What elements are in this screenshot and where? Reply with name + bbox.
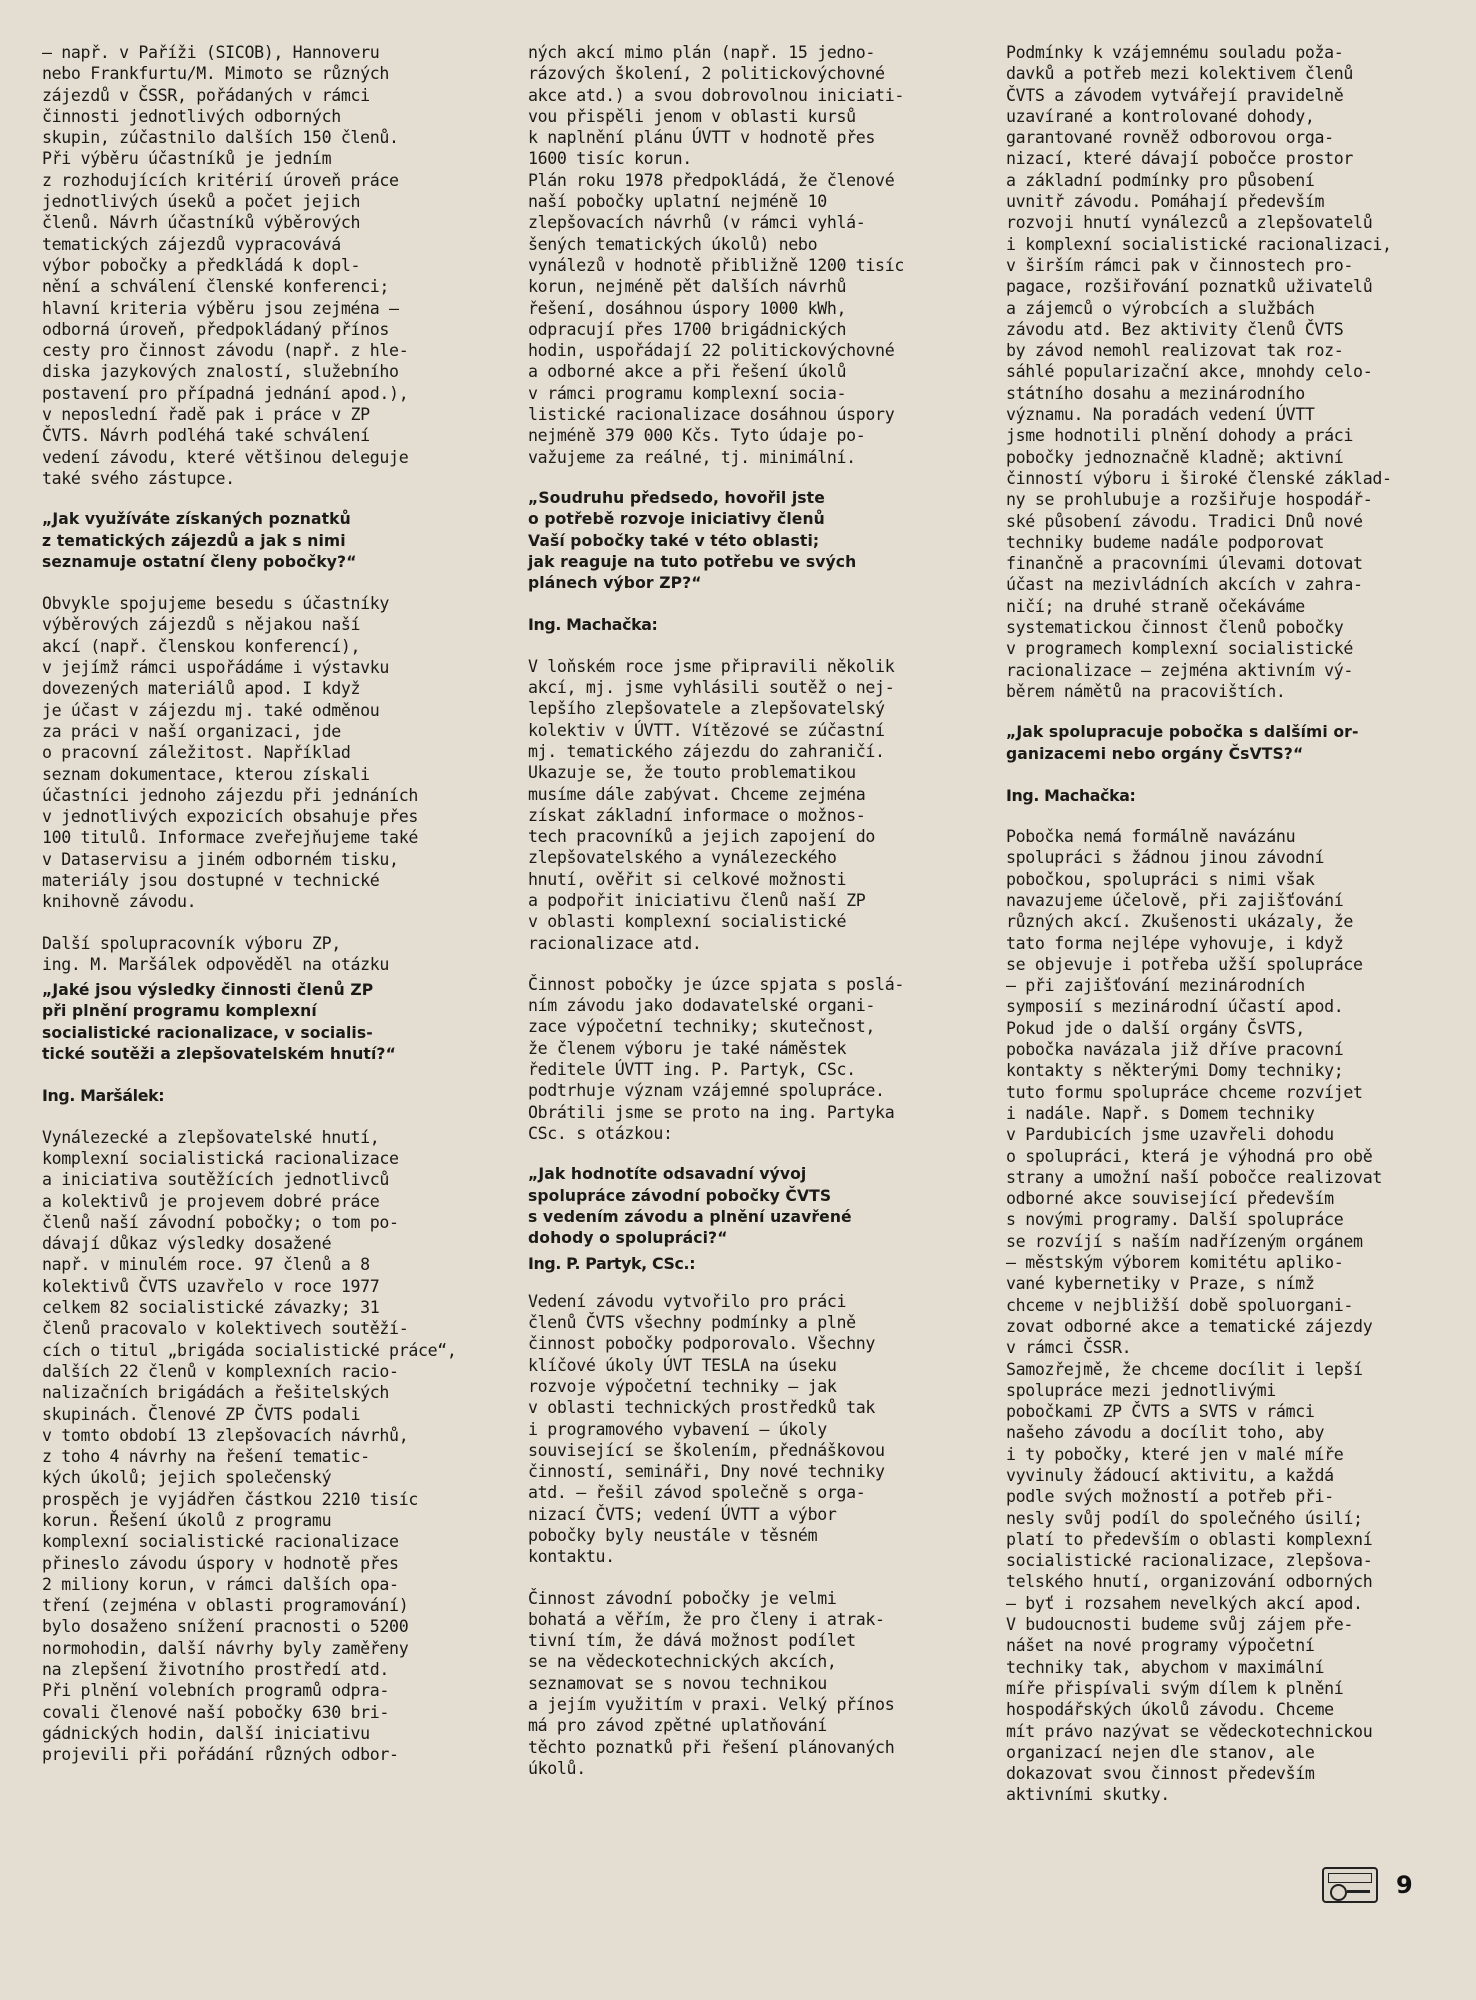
text-column-2 (528, 42, 958, 1799)
paragraph: Obvykle spojujeme besedu s účastníky výběrových zájezdů s nějakou naší akcí (např. členskou konferencí), v jejímž rámci uspořádáme i výstavku dovezených materiálů apod. I když je účast v zájezdu mj. také odměnou za práci v naší organizaci, jde o pracovní záležitost. Například seznam dokumentace, kterou získali účastníci jednoho zájezdu při jednáních v jednotlivých expozicích obsahuje přes 100 titulů. Informace zveřejňujeme také v Dataservisu a jiném odborném tisku, materiály jsou dostupné v technické knihovně závodu. (42, 594, 418, 912)
interview-question: „Jak hodnotíte odsavadní vývoj spolupráce závodní pobočky ČVTS s vedením závodu a plnění uzavřené dohody o spolupráci?“ (528, 1165, 852, 1248)
paragraph: Vynálezecké a zlepšovatelské hnutí, komplexní socialistická racionalizace a iniciativa soutěžících jednotlivců a kolektivů je projevem dobré práce členů naší závodní pobočky; o tom po- dávají důkaz výsledky dosažené např. v minulém roce. 97 členů a 8 kolektivů ČVTS uzavřelo v roce 1977 celkem 82 socialistické závazky; 31 členů pracovalo v kolektivech soutěží- cích o titul „brigáda socialistické práce“, dalších 22 členů v komplexních racio- nalizačních brigádách a řešitelských skupinách. Členové ZP ČVTS podali v tomto období 13 zlepšovacích návrhů, z toho 4 návrhy na řešení tematic- kých úkolů; jejich společenský prospěch je vyjádřen částkou 2210 tisíc korun. Řešení úkolů z programu komplexní socialistické racionalizace přineslo závodu úspory v hodnotě přes 2 miliony korun, v rámci dalších opa- tření (zejména v oblasti programování) bylo dosaženo snížení pracnosti o 5200 normohodin, další návrhy byly zaměřeny na zlepšení životního prostředí atd. Při plnění volebních programů odpra- covali členové naší pobočky 630 bri- gádnických hodin, další iniciativu projevili při pořádání různých odbor- (42, 1127, 457, 1765)
interview-question: „Soudruhu předsedo, hovořil jste o potřebě rozvoje iniciativy členů Vaší pobočky také v této oblasti; jak reaguje na tuto potřebu ve svých plánech výbor ZP?“ (528, 488, 857, 593)
speaker-name: Ing. P. Partyk, CSc.: (528, 1254, 696, 1274)
paragraph: Činnost pobočky je úzce spjata s poslá- ním závodu jako dodavatelské organi- zace výpočetní techniky; skutečnost, že členem výboru je také náměstek ředitele ÚVTT ing. P. Partyk, CSc. podtrhuje význam vzájemné spolupráce. Obrátili jsme se proto na ing. Partyka CSc. s otázkou: (528, 974, 904, 1143)
paragraph: ných akcí mimo plán (např. 15 jedno- rázových školení, 2 politickovýchovné akce atd.) a svou dobrovolnou iniciati- vou přispěli jenom v oblasti kursů k naplnění plánu ÚVTT v hodnotě přes 1600 tisíc korun. Plán roku 1978 předpokládá, že členové naší pobočky uplatní nejméně 10 zlepšovacích návrhů (v rámci vyhlá- šených tematických úkolů) nebo vynálezů v hodnotě přibližně 1200 tisíc korun, nejméně pět dalších návrhů řešení, dosáhnou úspory 1000 kWh, odpracují přes 1700 brigádnických hodin, uspořádají 22 politickovýchovné a odborné akce a při řešení úkolů v rámci programu komplexní socia- listické racionalizace dosáhnou úspory nejméně 379 000 Kčs. Tyto údaje po- važujeme za reálné, tj. minimální. (528, 43, 904, 467)
uvtt-tesla-logo-icon (1322, 1867, 1378, 1903)
paragraph: Vedení závodu vytvořilo pro práci členů ČVTS všechny podmínky a plně činnost pobočky podporovalo. Všechny klíčové úkoly ÚVT TESLA na úseku rozvoje výpočetní techniky — jak v oblasti technických prostředků tak i programového vybavení — úkoly související se školením, přednáškovou činností, semináři, Dny nové techniky atd. — řešil závod společně s orga- nizací ČVTS; vedení ÚVTT a výbor pobočky byly neustále v těsném kontaktu. (528, 1291, 885, 1567)
text-column-3 (1006, 42, 1436, 1826)
paragraph: — např. v Paříži (SICOB), Hannoveru nebo Frankfurtu/M. Mimoto se různých zájezdů v ČSSR, pořádaných v rámci činnosti jednotlivých odborných skupin, zúčastnilo dalších 150 členů. Při výběru účastníků je jedním z rozhodujících kritérií úroveň práce jednotlivých úseků a počet jejich členů. Návrh účastníků výběrových tematických zájezdů vypracovává výbor pobočky a předkládá k dopl- nění a schválení členské konferenci; hlavní kriteria výběru jsou zejména — odborná úroveň, předpokládaný přínos cesty pro činnost závodu (např. z hle- diska jazykových znalostí, služebního postavení pro případná jednání apod.), v neposlední řadě pak i práce v ZP ČVTS. Návrh podléhá také schválení vedení závodu, které většinou deleguje také svého zástupce. (42, 43, 409, 488)
paragraph: Pobočka nemá formálně navázánu spolupráci s žádnou jinou závodní pobočkou, spolupráci s nimi však navazujeme účelově, při zajišťování různých akcí. Zkušenosti ukázaly, že tato forma nejlépe vyhovuje, i když se objevuje i potřeba užší spolupráce — při zajišťování mezinárodních symposií s mezinárodní účastí apod. Pokud jde o další orgány ČsVTS, pobočka navázala již dříve pracovní kontakty s některými Domy techniky; tuto formu spolupráce chceme rozvíjet i nadále. Např. s Domem techniky v Pardubicích jsme uzavřeli dohodu o spolupráci, která je výhodná pro obě strany a umožní naší pobočce realizovat odborné akce související především s novými programy. Další spolupráce se rozvíjí s naším nadřízeným orgánem — městským výborem komitétu apliko- vané kybernetiky v Praze, s nímž chceme v nejbližší době spoluorgani- zovat odborné akce a tematické zájezdy v rámci ČSSR. Samozřejmě, že chceme docílit i lepší spolupráce mezi jednotlivými pobočkami ZP ČVTS a SVTS v rámci našeho závodu a docílit toho, aby i ty pobočky, které jen v malé míře vyvinuly žádoucí aktivitu, a každá podle svých možností a potřeb při- nesly svůj podíl do společného úsilí; platí to především o oblasti komplexní socialistické racionalizace, zlepšova- telského hnutí, organizování odborných — byť i rozsahem nevelkých akcí apod. V budoucnosti budeme svůj zájem pře- nášet na nové programy výpočetní techniky tak, abychom v maximální míře přispívali svým dílem k plnění hospodářských úkolů závodu. Chceme mít právo nazývat se vědeckotechnickou organizací nejen dle stanov, ale dokazovat svou činnost především aktivními skutky. (1006, 827, 1382, 1805)
page-number: 9 (1396, 1871, 1413, 1899)
paragraph: Další spolupracovník výboru ZP, ing. M. Maršálek odpověděl na otázku (42, 933, 390, 974)
page-footer (1322, 1864, 1413, 1906)
speaker-name: Ing. Maršálek: (42, 1086, 165, 1106)
interview-question: „Jak spolupracuje pobočka s dalšími or- ganizacemi nebo orgány ČsVTS?“ (1006, 723, 1359, 763)
paragraph: Činnost závodní pobočky je velmi bohatá a věřím, že pro členy i atrak- tivní tím, že dává možnost podílet se na vědeckotechnických akcích, seznamovat se s novou technikou a jejím využitím v praxi. Velký přínos má pro závod zpětné uplatňování těchto poznatků při řešení plánovaných úkolů. (528, 1588, 895, 1778)
paragraph: Podmínky k vzájemnému souladu poža- davků a potřeb mezi kolektivem členů ČVTS a závodem vytvářejí pravidelně uzavírané a kontrolované dohody, garantované rovněž odborovou orga- nizací, které dávají pobočce prostor a základní podmínky pro působení uvnitř závodu. Pomáhají především rozvoji hnutí vynálezců a zlepšovatelů i komplexní socialistické racionalizaci, v širším rámci pak v činnostech pro- pagace, rozšiřování poznatků uživatelů a zájemců o výrobcích a službách závodu atd. Bez aktivity členů ČVTS by závod nemohl realizovat tak roz- sáhlé popularizační akce, mnohdy celo- státního dosahu a mezinárodního významu. Na poradách vedení ÚVTT jsme hodnotili plnění dohody a práci pobočky jednoznačně kladně; aktivní činností výboru i široké členské základ- ny se prohlubuje a rozšiřuje hospodář- ské působení závodu. Tradici Dnů nové techniky budeme nadále podporovat finančně a pracovními úlevami dotovat účast na mezivládních akcích v zahra- ničí; na druhé straně očekáváme systematickou činnost členů pobočky v programech komplexní socialistické racionalizace — zejména aktivním vý- běrem námětů na pracovištích. (1006, 43, 1392, 701)
interview-question: „Jaké jsou výsledky činnosti členů ZP při plnění programu komplexní socialistické racionalizace, v socialis- tické soutěži a zlepšovatelském hnutí?“ (42, 981, 396, 1064)
speaker-name: Ing. Machačka: (528, 615, 658, 635)
interview-question: „Jak využíváte získaných poznatků z tematických zájezdů a jak s nimi seznamuje ostatní členy pobočky?“ (42, 510, 357, 571)
speaker-name: Ing. Machačka: (1006, 785, 1136, 805)
text-column-1 (42, 42, 472, 1786)
paragraph: V loňském roce jsme připravili několik akcí, mj. jsme vyhlásili soutěž o nej- lepšího zlepšovatele a zlepšovatelský kolektiv v ÚVTT. Vítězové se zúčastní mj. tematického zájezdu do zahraničí. Ukazuje se, že touto problematikou musíme dále zabývat. Chceme zejména získat základní informace o možnos- tech pracovníků a jejich zapojení do zlepšovatelského a vynálezeckého hnutí, ověřit si celkové možnosti a podpořit iniciativu členů naší ZP v oblasti komplexní socialistické racionalizace atd. (528, 656, 895, 953)
